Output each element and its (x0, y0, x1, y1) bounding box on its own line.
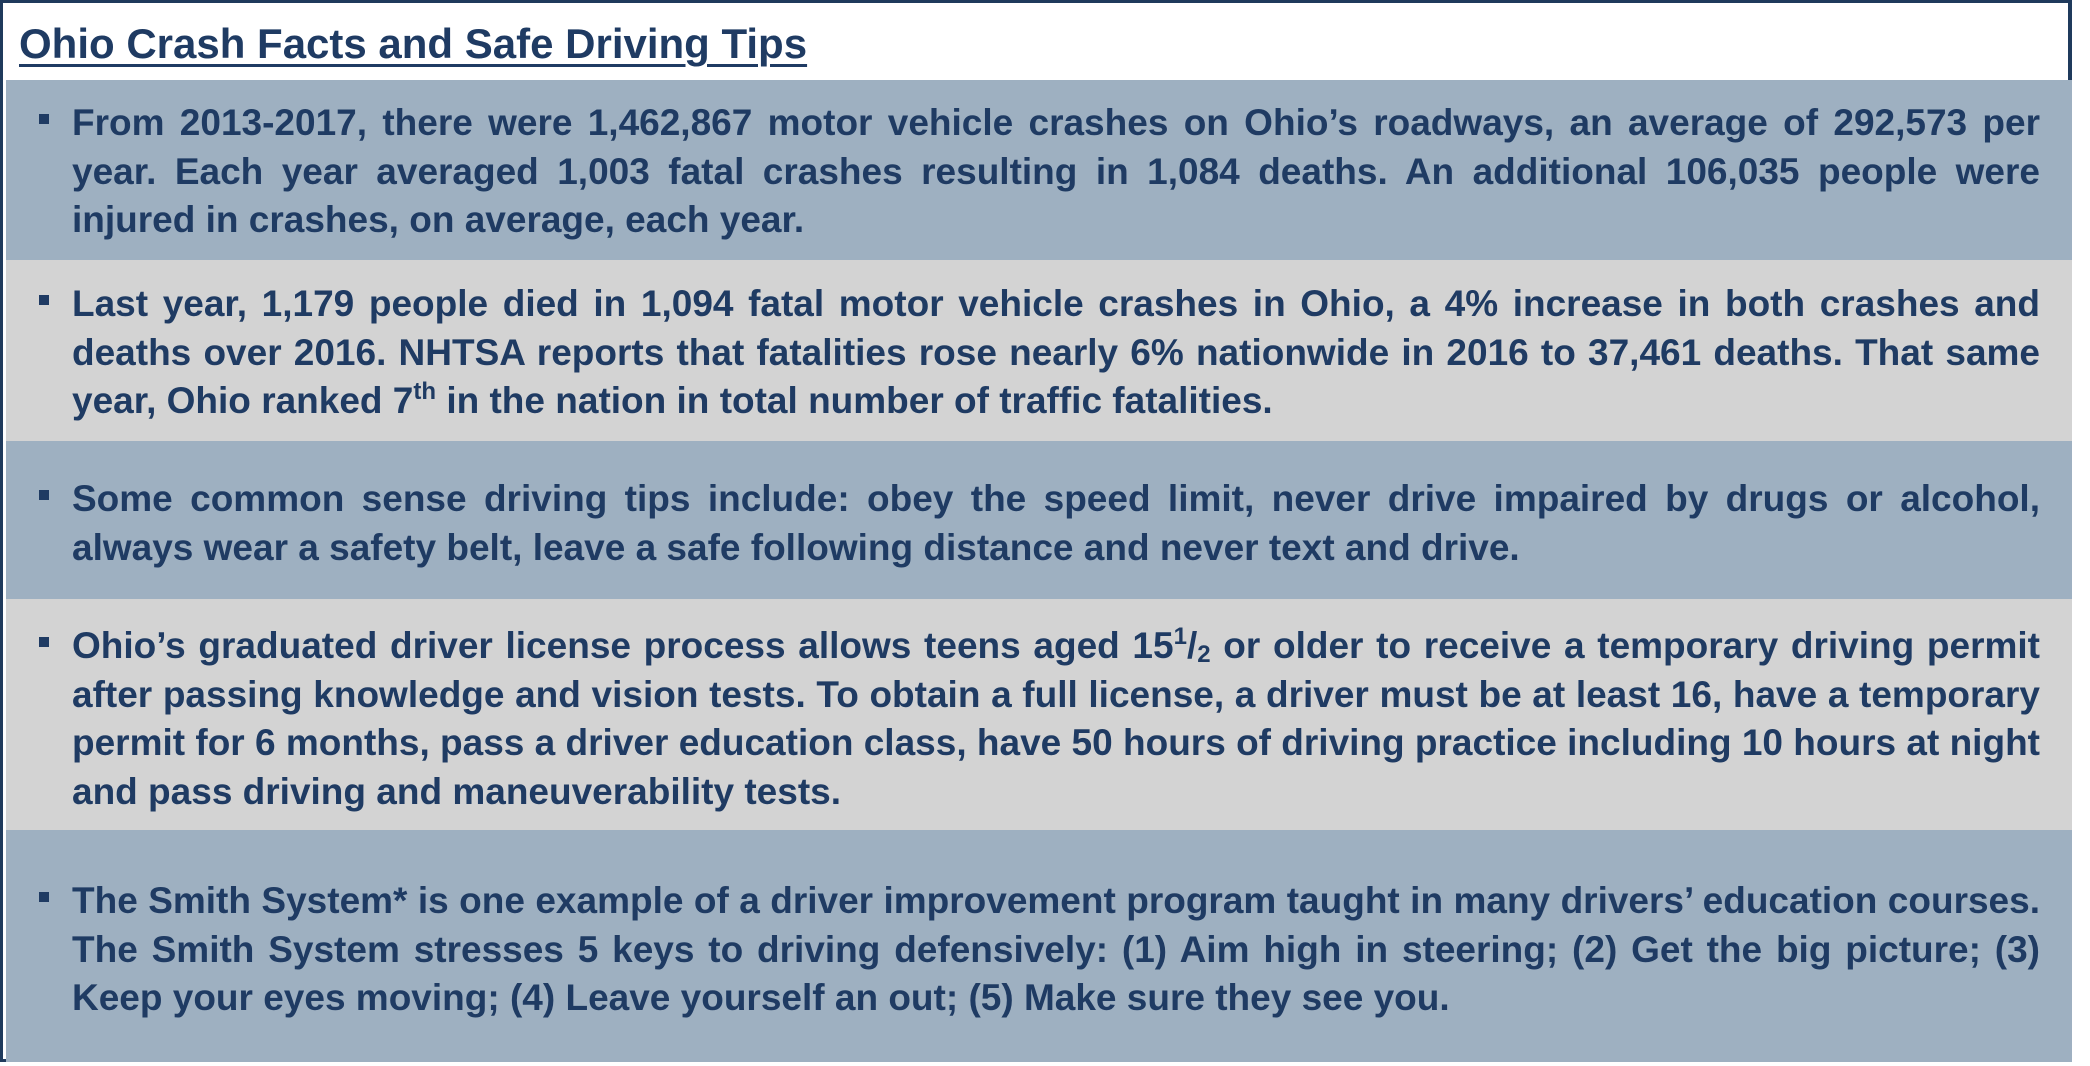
page-title: Ohio Crash Facts and Safe Driving Tips (19, 20, 808, 67)
license-text-part: Ohio’s graduated driver license process allows teens aged 15 (72, 625, 1174, 666)
license-text (72, 622, 2040, 816)
list-item (6, 99, 2072, 245)
fact-text (72, 280, 2040, 426)
fraction-denominator: 2 (1197, 641, 1211, 668)
ordinal-superscript: th (413, 378, 437, 405)
fact-text-part: in the nation in total number of traffic fatalities. (436, 380, 1273, 421)
bullet-icon (39, 114, 49, 124)
bullet-icon (39, 295, 49, 305)
list-item (6, 622, 2072, 816)
license-panel (6, 599, 2072, 830)
fact-panel-2 (6, 260, 2072, 441)
fact-text: From 2013-2017, there were 1,462,867 motor vehicle crashes on Ohio’s roadways, an average of 292,573 per year. Each year averaged 1,003 fatal crashes resulting in 1,084 deaths. An additional 106,035 people were injured in crashes, on average, each year. (72, 102, 2040, 240)
list-item (6, 475, 2072, 572)
bullet-icon (39, 892, 49, 902)
fraction-numerator: 1 (1173, 623, 1187, 650)
fact-text-part: Last year, 1,179 people died in 1,094 fatal motor vehicle crashes in Ohio, a 4% increase in both crashes and deaths over 2016. NHTSA reports that fatalities rose nearly 6% nationwide in 2016 to 37,461 deaths. That same year, Ohio ranked 7 (72, 283, 2040, 421)
bullet-icon (39, 637, 49, 647)
fraction-slash: / (1186, 625, 1198, 666)
license-text-part: or older to receive a temporary driving permit after passing knowledge and vision tests. To obtain a full license, a driver must be at least 16, have a temporary permit for 6 months, pass a driver education class, have 50 hours of driving practice including 10 hours at night and pass driving and maneuverability tests. (72, 625, 2040, 812)
list-item (6, 877, 2072, 1023)
list-item (6, 280, 2072, 426)
tips-panel (6, 441, 2072, 599)
fact-panel-1 (6, 80, 2072, 260)
tips-text: Some common sense driving tips include: obey the speed limit, never drive impaired by drugs or alcohol, always wear a safety belt, leave a safe following distance and never text and drive. (72, 478, 2040, 568)
smith-system-text: The Smith System* is one example of a driver improvement program taught in many drivers’ education courses. The Smith System stresses 5 keys to driving defensively: (1) Aim high in steering; (2) Get the big picture; (3) Keep your eyes moving; (4) Leave yourself an out; (5) Make sure they see you. (72, 880, 2040, 1018)
smith-system-panel (6, 830, 2072, 1062)
bullet-icon (39, 490, 49, 500)
